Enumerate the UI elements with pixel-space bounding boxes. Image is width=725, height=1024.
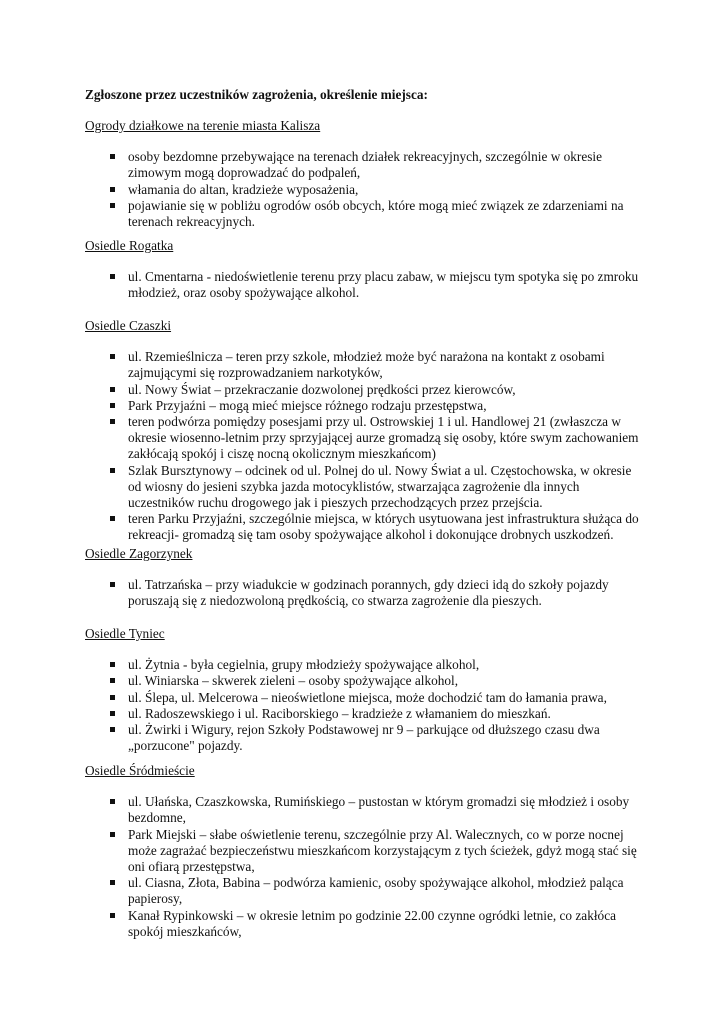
section-title: Osiedle Śródmieście — [85, 763, 195, 778]
section-tyniec — [85, 626, 645, 754]
section-srodmiescie — [85, 763, 645, 940]
list-item: teren Parku Przyjaźni, szczególnie miejsca, w których usytuowana jest infrastruktura służąca do rekreacji- gromadzą się tam osoby spożywające alkohol i dokonujące drobnych uszkodzeń. — [85, 511, 645, 543]
list-item: ul. Nowy Świat – przekraczanie dozwolonej prędkości przez kierowców, — [85, 382, 645, 398]
list-item: Kanał Rypinkowski – w okresie letnim po godzinie 22.00 czynne ogródki letnie, co zakłóca spokój mieszkańców, — [85, 908, 645, 940]
section-title: Osiedle Rogatka — [85, 238, 174, 253]
list-item: ul. Cmentarna - niedoświetlenie terenu przy placu zabaw, w miejscu tym spotyka się po zmroku młodzież, oraz osoby spożywające alkohol. — [85, 269, 645, 301]
section-title: Osiedle Czaszki — [85, 318, 172, 333]
section-czaszki — [85, 318, 645, 544]
section-title: Osiedle Tyniec — [85, 626, 165, 641]
section-zagorzynek — [85, 546, 645, 610]
section-title: Osiedle Zagorzynek — [85, 546, 193, 561]
bullet-list — [85, 149, 645, 230]
list-item: ul. Tatrzańska – przy wiadukcie w godzinach porannych, gdy dzieci idą do szkoły pojazdy poruszają się z niedozwoloną prędkością, co stwarza zagrożenie dla pieszych. — [85, 577, 645, 609]
list-item: ul. Ślepa, ul. Melcerowa – nieoświetlone miejsca, może dochodzić tam do łamania prawa, — [85, 690, 645, 706]
list-item: włamania do altan, kradzieże wyposażenia, — [85, 182, 645, 198]
bullet-list — [85, 269, 645, 301]
document-heading: Zgłoszone przez uczestników zagrożenia, określenie miejsca: — [85, 87, 428, 102]
bullet-list — [85, 349, 645, 543]
bullet-list — [85, 657, 645, 754]
list-item: ul. Żytnia - była cegielnia, grupy młodzieży spożywające alkohol, — [85, 657, 645, 673]
list-item: Park Przyjaźni – mogą mieć miejsce różnego rodzaju przestępstwa, — [85, 398, 645, 414]
bullet-list — [85, 577, 645, 609]
list-item: ul. Żwirki i Wigury, rejon Szkoły Podstawowej nr 9 – parkujące od dłuższego czasu dwa „porzucone" pojazdy. — [85, 722, 645, 754]
section-rogatka — [85, 238, 645, 302]
section-ogrody — [85, 118, 645, 230]
list-item: Szlak Bursztynowy – odcinek od ul. Polnej do ul. Nowy Świat a ul. Częstochowska, w okresie od wiosny do jesieni szybka jazda motocyklistów, stwarzająca zagrożenie dla innych uczestników ruchu drogowego jak i pieszych przechodzących przez przejścia. — [85, 463, 645, 512]
list-item: osoby bezdomne przebywające na terenach działek rekreacyjnych, szczególnie w okresie zimowym mogą doprowadzać do podpaleń, — [85, 149, 645, 181]
list-item: ul. Ciasna, Złota, Babina – podwórza kamienic, osoby spożywające alkohol, młodzież paląca papierosy, — [85, 875, 645, 907]
list-item: ul. Winiarska – skwerek zieleni – osoby spożywające alkohol, — [85, 673, 645, 689]
list-item: ul. Rzemieślnicza – teren przy szkole, młodzież może być narażona na kontakt z osobami zajmującymi się rozprowadzaniem narkotyków, — [85, 349, 645, 381]
list-item: ul. Ułańska, Czaszkowska, Rumińskiego – pustostan w którym gromadzi się młodzież i osoby bezdomne, — [85, 794, 645, 826]
list-item: Park Miejski – słabe oświetlenie terenu, szczególnie przy Al. Walecznych, co w porze nocnej może zagrażać bezpieczeństwu mieszkańcom korzystającym z tych ścieżek, gdyż mogą stać się oni ofiarą przestępstwa, — [85, 827, 645, 876]
list-item: pojawianie się w pobliżu ogrodów osób obcych, które mogą mieć związek ze zdarzeniami na terenach rekreacyjnych. — [85, 198, 645, 230]
section-title: Ogrody działkowe na terenie miasta Kalisza — [85, 118, 321, 133]
bullet-list — [85, 794, 645, 940]
list-item: ul. Radoszewskiego i ul. Raciborskiego – kradzieże z włamaniem do mieszkań. — [85, 706, 645, 722]
list-item: teren podwórza pomiędzy posesjami przy ul. Ostrowskiej 1 i ul. Handlowej 21 (zwłaszcza w okresie wiosenno-letnim przy sprzyjającej aurze gromadzą się osoby, które swym zachowaniem zakłócają spokój i ciszę nocną okolicznym mieszkańcom) — [85, 414, 645, 463]
